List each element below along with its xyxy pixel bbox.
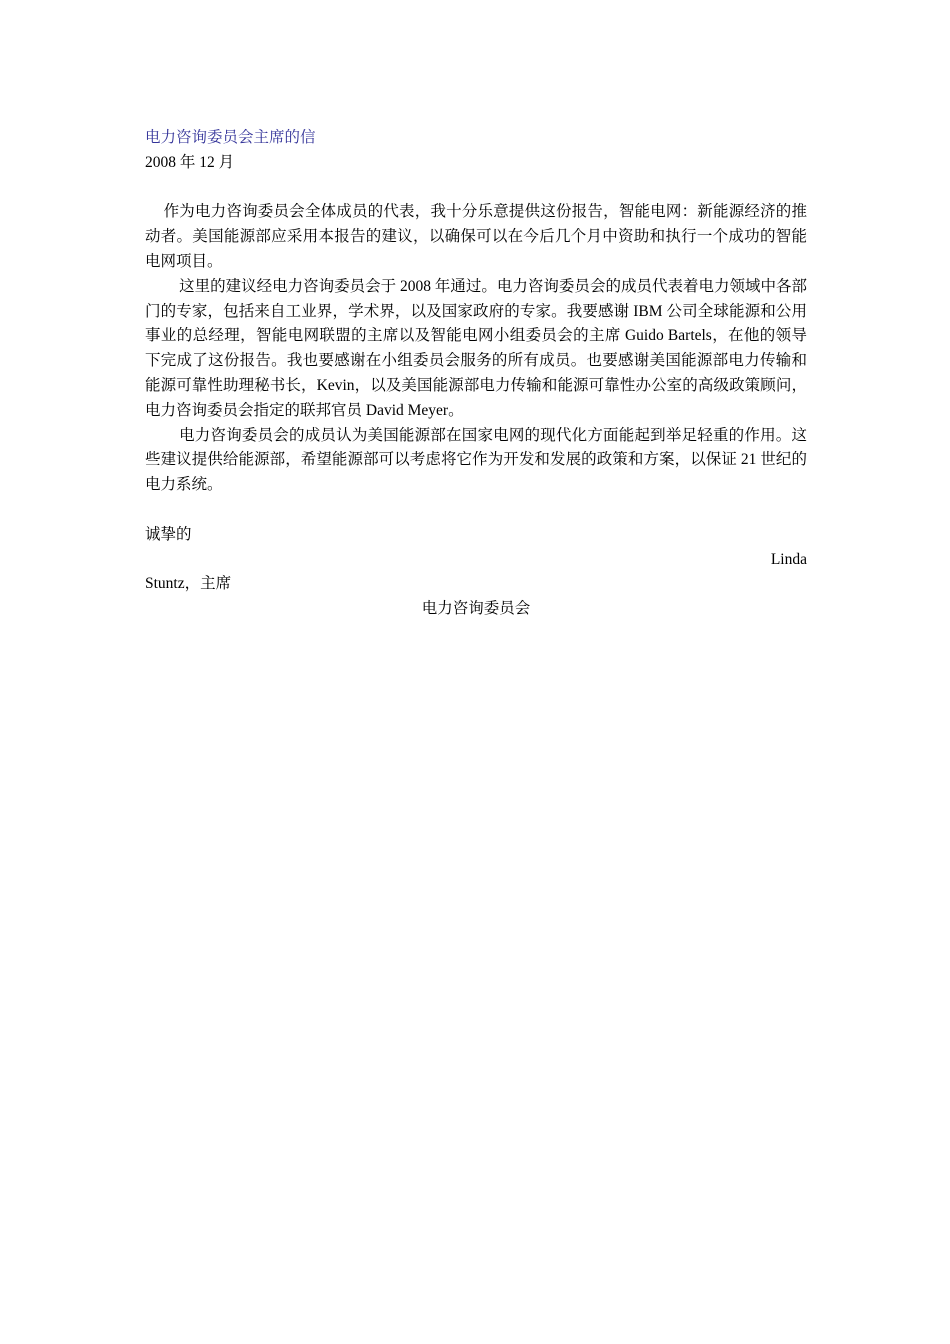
signature-name-title: Stuntz，主席 (145, 575, 232, 593)
paragraph-acknowledgements: 这里的建议经电力咨询委员会于 2008 年通过。电力咨询委员会的成员代表着电力领域中各部门的专家，包括来自工业界，学术界，以及国家政府的专家。我要感谢 IBM 公司全球能源和公用事业的总经理，智能电网联盟的主席以及智能电网小组委员会的主席 Guido Bartels，在他的领导下完成了这份报告。我也要感谢在小组委员会服务的所有成员。也要感谢美国能源部电力传输和能源可靠性助理秘书长，Kevin，以及美国能源部电力传输和能源可靠性办公室的高级政策顾问，电力咨询委员会指定的联邦官员 David Meyer。 (145, 277, 807, 419)
signature-organization: 电力咨询委员会 (421, 600, 531, 618)
spacer (145, 498, 807, 523)
paragraph-intro: 作为电力咨询委员会全体成员的代表，我十分乐意提供这份报告，智能电网：新能源经济的推动者。美国能源部应采用本报告的建议，以确保可以在今后几个月中资助和执行一个成功的智能电网项目。 (145, 203, 807, 270)
closing-salutation: 诚挚的 (145, 525, 192, 543)
signature-first-name: Linda (770, 550, 807, 568)
paragraph-conclusion: 电力咨询委员会的成员认为美国能源部在国家电网的现代化方面能起到举足轻重的作用。这些建议提供给能源部，希望能源部可以考虑将它作为开发和发展的政策和方案，以保证 21 世纪的电力系统。 (145, 426, 807, 494)
letter-date: 2008 年 12 月 (145, 153, 235, 171)
letter-page (145, 126, 807, 622)
spacer (145, 176, 807, 201)
letter-title: 电力咨询委员会主席的信 (145, 129, 316, 146)
